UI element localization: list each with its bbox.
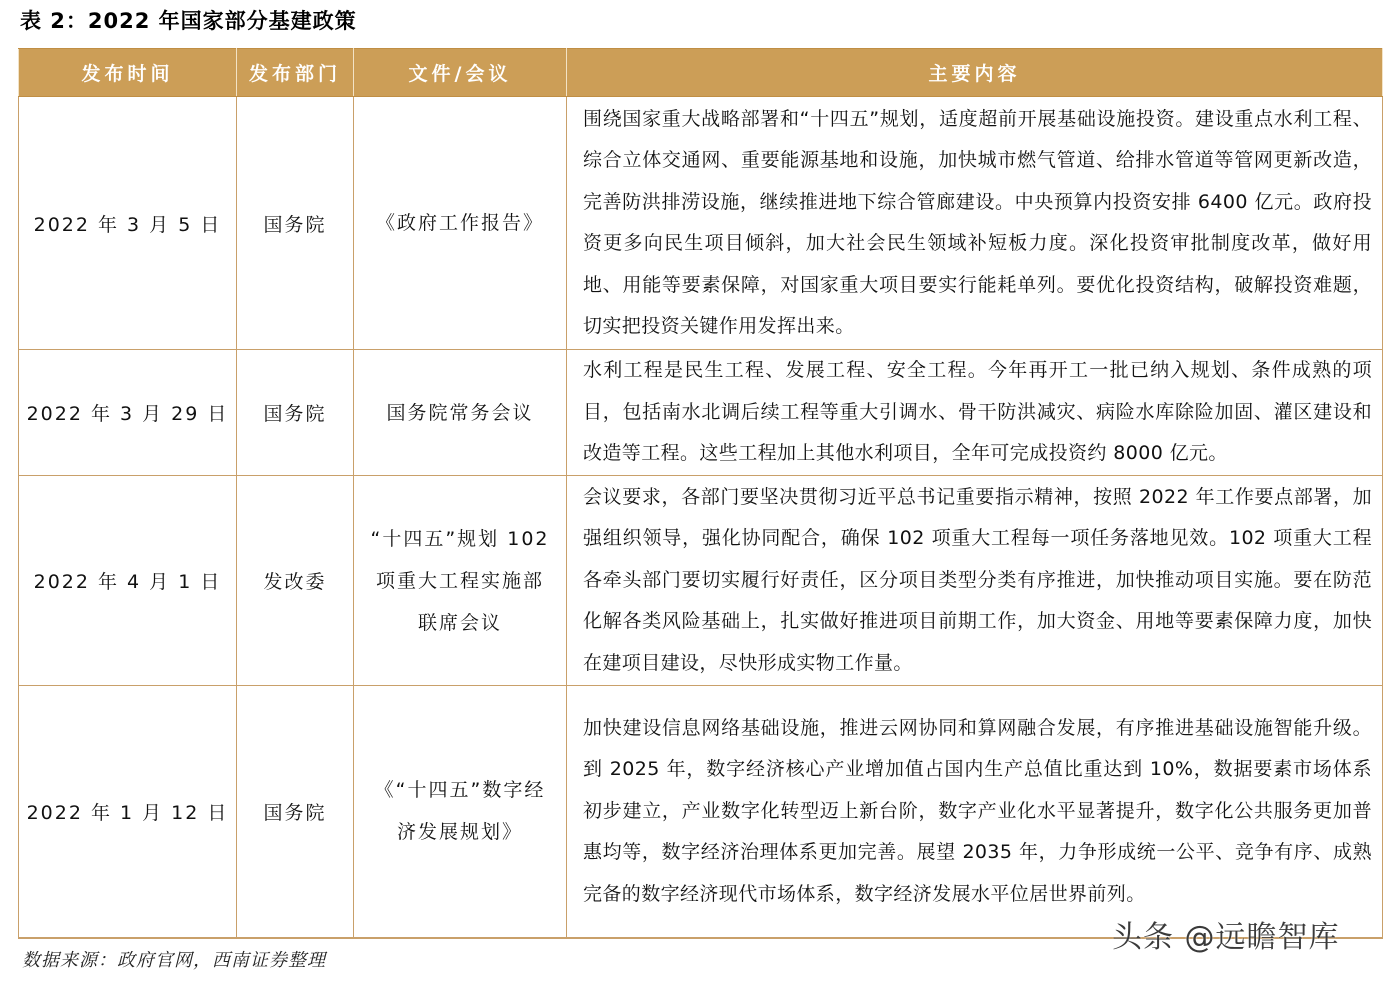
header-department: 发布部门: [237, 49, 354, 97]
data-source-note: 数据来源：政府官网，西南证券整理: [22, 950, 326, 971]
cell-date: 2022 年 3 月 5 日: [19, 97, 237, 350]
cell-department: 国务院: [237, 350, 354, 476]
table-row: [19, 350, 1383, 476]
header-release-date: 发布时间: [19, 49, 237, 97]
table-header-row: [19, 49, 1383, 97]
cell-department: 国务院: [237, 686, 354, 938]
cell-document: 《“十四五”数字经济发展规划》: [354, 686, 567, 938]
cell-date: 2022 年 4 月 1 日: [19, 476, 237, 686]
watermark: 头条 @远瞻智库: [1112, 920, 1340, 955]
cell-date: 2022 年 3 月 29 日: [19, 350, 237, 476]
cell-department: 发改委: [237, 476, 354, 686]
table-row: [19, 686, 1383, 938]
cell-date: 2022 年 1 月 12 日: [19, 686, 237, 938]
cell-document: 国务院常务会议: [354, 350, 567, 476]
header-document: 文件/会议: [354, 49, 567, 97]
header-main-content: 主要内容: [567, 49, 1383, 97]
cell-document: “十四五”规划 102 项重大工程实施部联席会议: [354, 476, 567, 686]
table-title: 表 2：2022 年国家部分基建政策: [20, 9, 357, 33]
cell-department: 国务院: [237, 97, 354, 350]
cell-content: 围绕国家重大战略部署和“十四五”规划，适度超前开展基础设施投资。建设重点水利工程、综合立体交通网、重要能源基地和设施，加快城市燃气管道、给排水管道等管网更新改造，完善防洪排涝设施，继续推进地下综合管廊建设。中央预算内投资安排 6400 亿元。政府投资更多向民生项目倾斜，加大社会民生领域补短板力度。深化投资审批制度改革，做好用地、用能等要素保障，对国家重大项目要实行能耗单列。要优化投资结构，破解投资难题，切实把投资关键作用发挥出来。: [567, 97, 1383, 350]
table-row: [19, 97, 1383, 350]
policy-table: [18, 48, 1383, 939]
cell-content: 会议要求，各部门要坚决贯彻习近平总书记重要指示精神，按照 2022 年工作要点部署，加强组织领导，强化协同配合，确保 102 项重大工程每一项任务落地见效。102 项重大工程各牵头部门要切实履行好责任，区分项目类型分类有序推进，加快推动项目实施。要在防范化解各类风险基础上，扎实做好推进项目前期工作，加大资金、用地等要素保障力度，加快在建项目建设，尽快形成实物工作量。: [567, 476, 1383, 686]
table-row: [19, 476, 1383, 686]
cell-content: 水利工程是民生工程、发展工程、安全工程。今年再开工一批已纳入规划、条件成熟的项目，包括南水北调后续工程等重大引调水、骨干防洪减灾、病险水库除险加固、灌区建设和改造等工程。这些工程加上其他水利项目，全年可完成投资约 8000 亿元。: [567, 350, 1383, 476]
cell-content: 加快建设信息网络基础设施，推进云网协同和算网融合发展，有序推进基础设施智能升级。到 2025 年，数字经济核心产业增加值占国内生产总值比重达到 10%，数据要素市场体系初步建立，产业数字化转型迈上新台阶，数字产业化水平显著提升，数字化公共服务更加普惠均等，数字经济治理体系更加完善。展望 2035 年，力争形成统一公平、竞争有序、成熟完备的数字经济现代市场体系，数字经济发展水平位居世界前列。: [567, 686, 1383, 938]
cell-document: 《政府工作报告》: [354, 97, 567, 350]
